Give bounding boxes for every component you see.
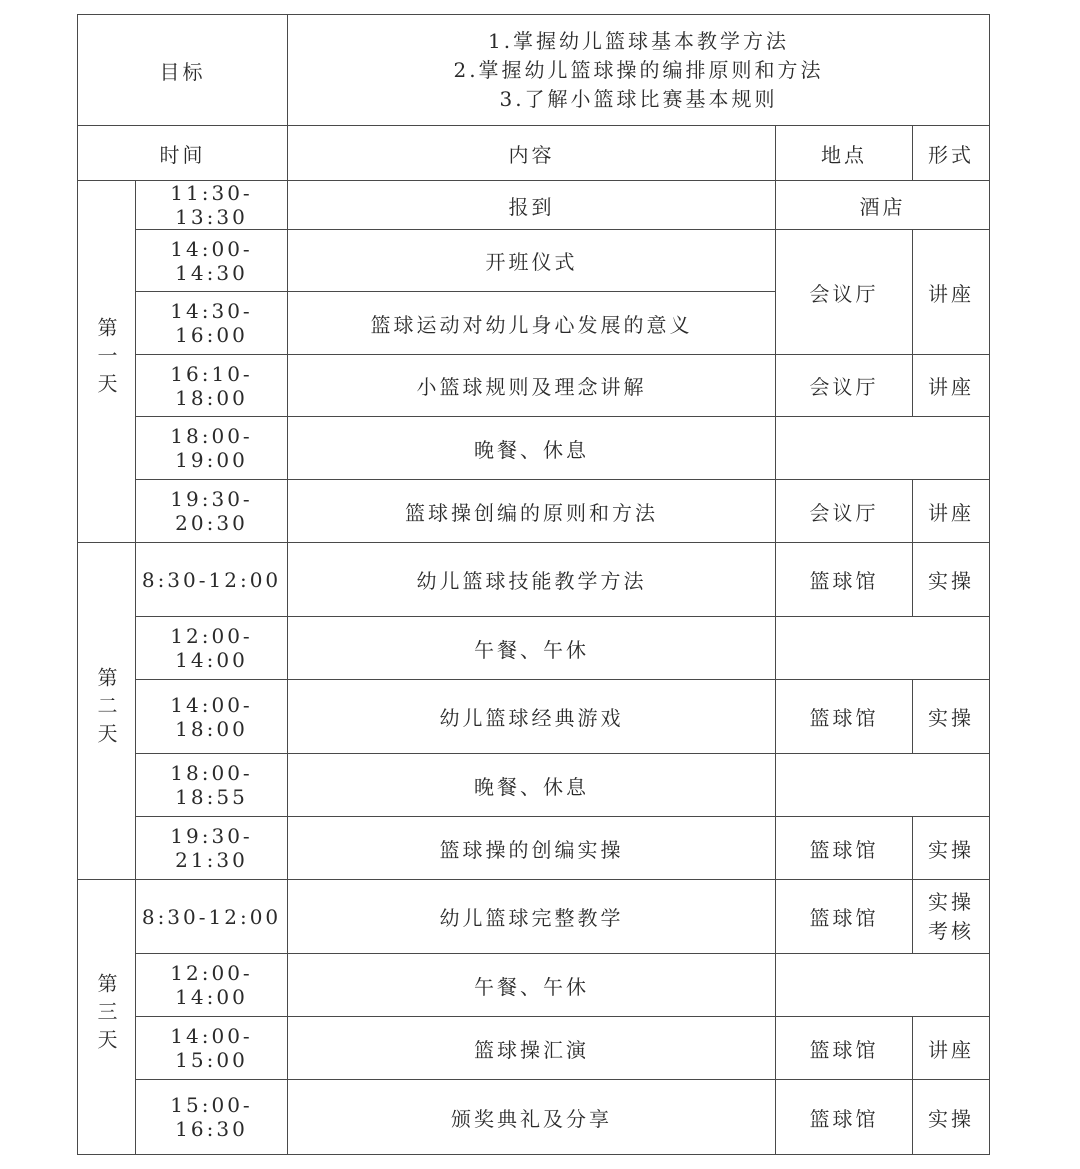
goal-row [78, 15, 990, 126]
place-cell: 会议厅 [776, 230, 913, 355]
empty-cell [776, 617, 990, 680]
content-cell: 篮球操汇演 [288, 1017, 776, 1080]
schedule-row [78, 880, 990, 954]
time-cell: 11:30-13:30 [136, 181, 288, 230]
schedule-row [78, 817, 990, 880]
col-header-time: 时间 [78, 126, 288, 181]
place-cell: 会议厅 [776, 480, 913, 543]
schedule-row [78, 1017, 990, 1080]
form-cell: 实操 [913, 543, 990, 617]
content-cell: 午餐、午休 [288, 617, 776, 680]
col-header-place: 地点 [776, 126, 913, 181]
goal-list [288, 15, 990, 126]
place-cell: 篮球馆 [776, 1017, 913, 1080]
time-cell: 19:30-21:30 [136, 817, 288, 880]
time-cell: 14:30-16:00 [136, 292, 288, 355]
form-cell: 实操 [913, 680, 990, 754]
col-header-form: 形式 [913, 126, 990, 181]
time-cell: 15:00-16:30 [136, 1080, 288, 1155]
goal-label: 目标 [78, 15, 288, 126]
goal-item: 2.掌握幼儿篮球操的编排原则和方法 [453, 57, 824, 82]
time-cell: 18:00-19:00 [136, 417, 288, 480]
form-line: 考核 [928, 918, 975, 943]
empty-cell [776, 417, 990, 480]
goal-item: 3.了解小篮球比赛基本规则 [499, 86, 778, 111]
time-cell: 12:00-14:00 [136, 954, 288, 1017]
schedule-row [78, 230, 990, 292]
form-cell: 讲座 [913, 230, 990, 355]
time-cell: 14:00-15:00 [136, 1017, 288, 1080]
empty-cell [776, 954, 990, 1017]
form-cell: 讲座 [913, 480, 990, 543]
place-cell: 酒店 [776, 181, 990, 230]
content-cell: 晚餐、休息 [288, 754, 776, 817]
schedule-row [78, 754, 990, 817]
col-header-content: 内容 [288, 126, 776, 181]
form-cell: 实操 [913, 817, 990, 880]
content-cell: 午餐、午休 [288, 954, 776, 1017]
schedule-row [78, 181, 990, 230]
place-cell: 篮球馆 [776, 680, 913, 754]
schedule-row [78, 355, 990, 417]
day-label: 第二天 [78, 543, 136, 880]
place-cell: 篮球馆 [776, 817, 913, 880]
content-cell: 篮球操的创编实操 [288, 817, 776, 880]
time-cell: 18:00-18:55 [136, 754, 288, 817]
schedule-row [78, 480, 990, 543]
schedule-row [78, 680, 990, 754]
day-label: 第一天 [78, 181, 136, 543]
training-schedule-table [77, 14, 990, 1155]
content-cell: 晚餐、休息 [288, 417, 776, 480]
time-cell: 8:30-12:00 [136, 880, 288, 954]
form-cell [913, 880, 990, 954]
form-cell: 讲座 [913, 355, 990, 417]
schedule-row [78, 617, 990, 680]
content-cell: 幼儿篮球技能教学方法 [288, 543, 776, 617]
content-cell: 颁奖典礼及分享 [288, 1080, 776, 1155]
column-header-row [78, 126, 990, 181]
time-cell: 14:00-18:00 [136, 680, 288, 754]
time-cell: 19:30-20:30 [136, 480, 288, 543]
content-cell: 开班仪式 [288, 230, 776, 292]
content-cell: 幼儿篮球经典游戏 [288, 680, 776, 754]
time-cell: 14:00-14:30 [136, 230, 288, 292]
content-cell: 篮球操创编的原则和方法 [288, 480, 776, 543]
form-line: 实操 [928, 889, 975, 914]
place-cell: 篮球馆 [776, 543, 913, 617]
empty-cell [776, 754, 990, 817]
content-cell: 报到 [288, 181, 776, 230]
goal-item: 1.掌握幼儿篮球基本教学方法 [487, 28, 790, 53]
place-cell: 篮球馆 [776, 1080, 913, 1155]
content-cell: 篮球运动对幼儿身心发展的意义 [288, 292, 776, 355]
schedule-row [78, 543, 990, 617]
form-cell: 讲座 [913, 1017, 990, 1080]
schedule-row [78, 954, 990, 1017]
content-cell: 幼儿篮球完整教学 [288, 880, 776, 954]
time-cell: 12:00-14:00 [136, 617, 288, 680]
schedule-row [78, 417, 990, 480]
form-cell: 实操 [913, 1080, 990, 1155]
time-cell: 8:30-12:00 [136, 543, 288, 617]
content-cell: 小篮球规则及理念讲解 [288, 355, 776, 417]
day-label: 第三天 [78, 880, 136, 1155]
place-cell: 篮球馆 [776, 880, 913, 954]
schedule-row [78, 1080, 990, 1155]
time-cell: 16:10-18:00 [136, 355, 288, 417]
place-cell: 会议厅 [776, 355, 913, 417]
